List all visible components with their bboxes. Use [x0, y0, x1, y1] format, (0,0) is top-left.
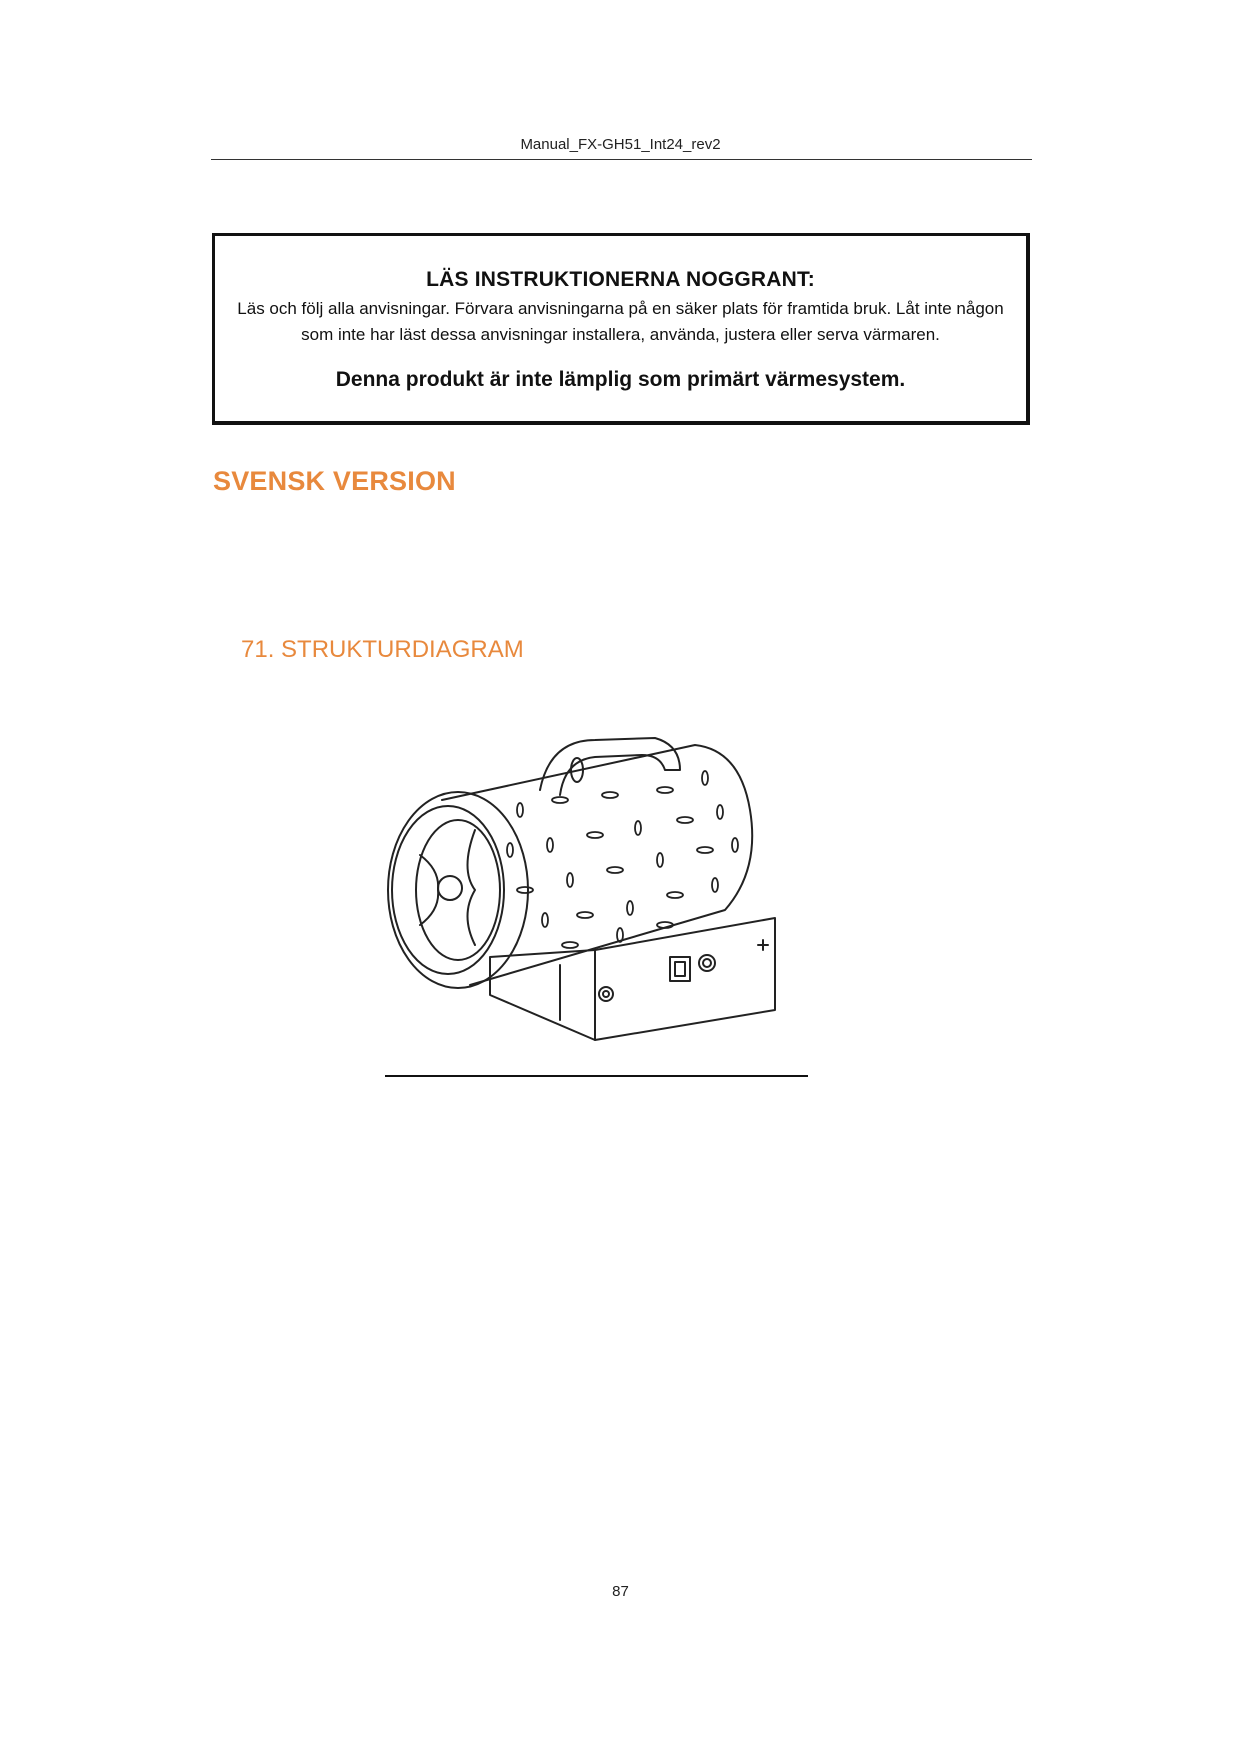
heater-diagram — [380, 720, 820, 1080]
diagram-rule — [385, 1075, 808, 1077]
version-heading: SVENSK VERSION — [213, 466, 456, 496]
warning-title: LÄS INSTRUKTIONERNA NOGGRANT: — [426, 268, 815, 291]
running-header: Manual_FX-GH51_Int24_rev2 — [520, 136, 721, 153]
section-heading: 71. STRUKTURDIAGRAM — [241, 636, 524, 663]
warning-body: Läs och följ alla anvisningar. Förvara anvisningarna på en säker plats för framtida bruk. Låt inte någon som inte har läst dessa anvisningar installera, använda, justera eller serva värmaren. — [237, 299, 1004, 344]
power-switch — [670, 957, 690, 981]
page-number: 87 — [612, 1583, 629, 1600]
heater-handle — [540, 738, 680, 795]
warning-box — [212, 233, 1030, 425]
heater-front-ring — [388, 792, 528, 988]
control-knob — [699, 955, 715, 971]
warning-footer: Denna produkt är inte lämplig som primärt värmesystem. — [335, 368, 906, 391]
gas-inlet — [599, 987, 613, 1001]
header-rule — [211, 159, 1032, 160]
